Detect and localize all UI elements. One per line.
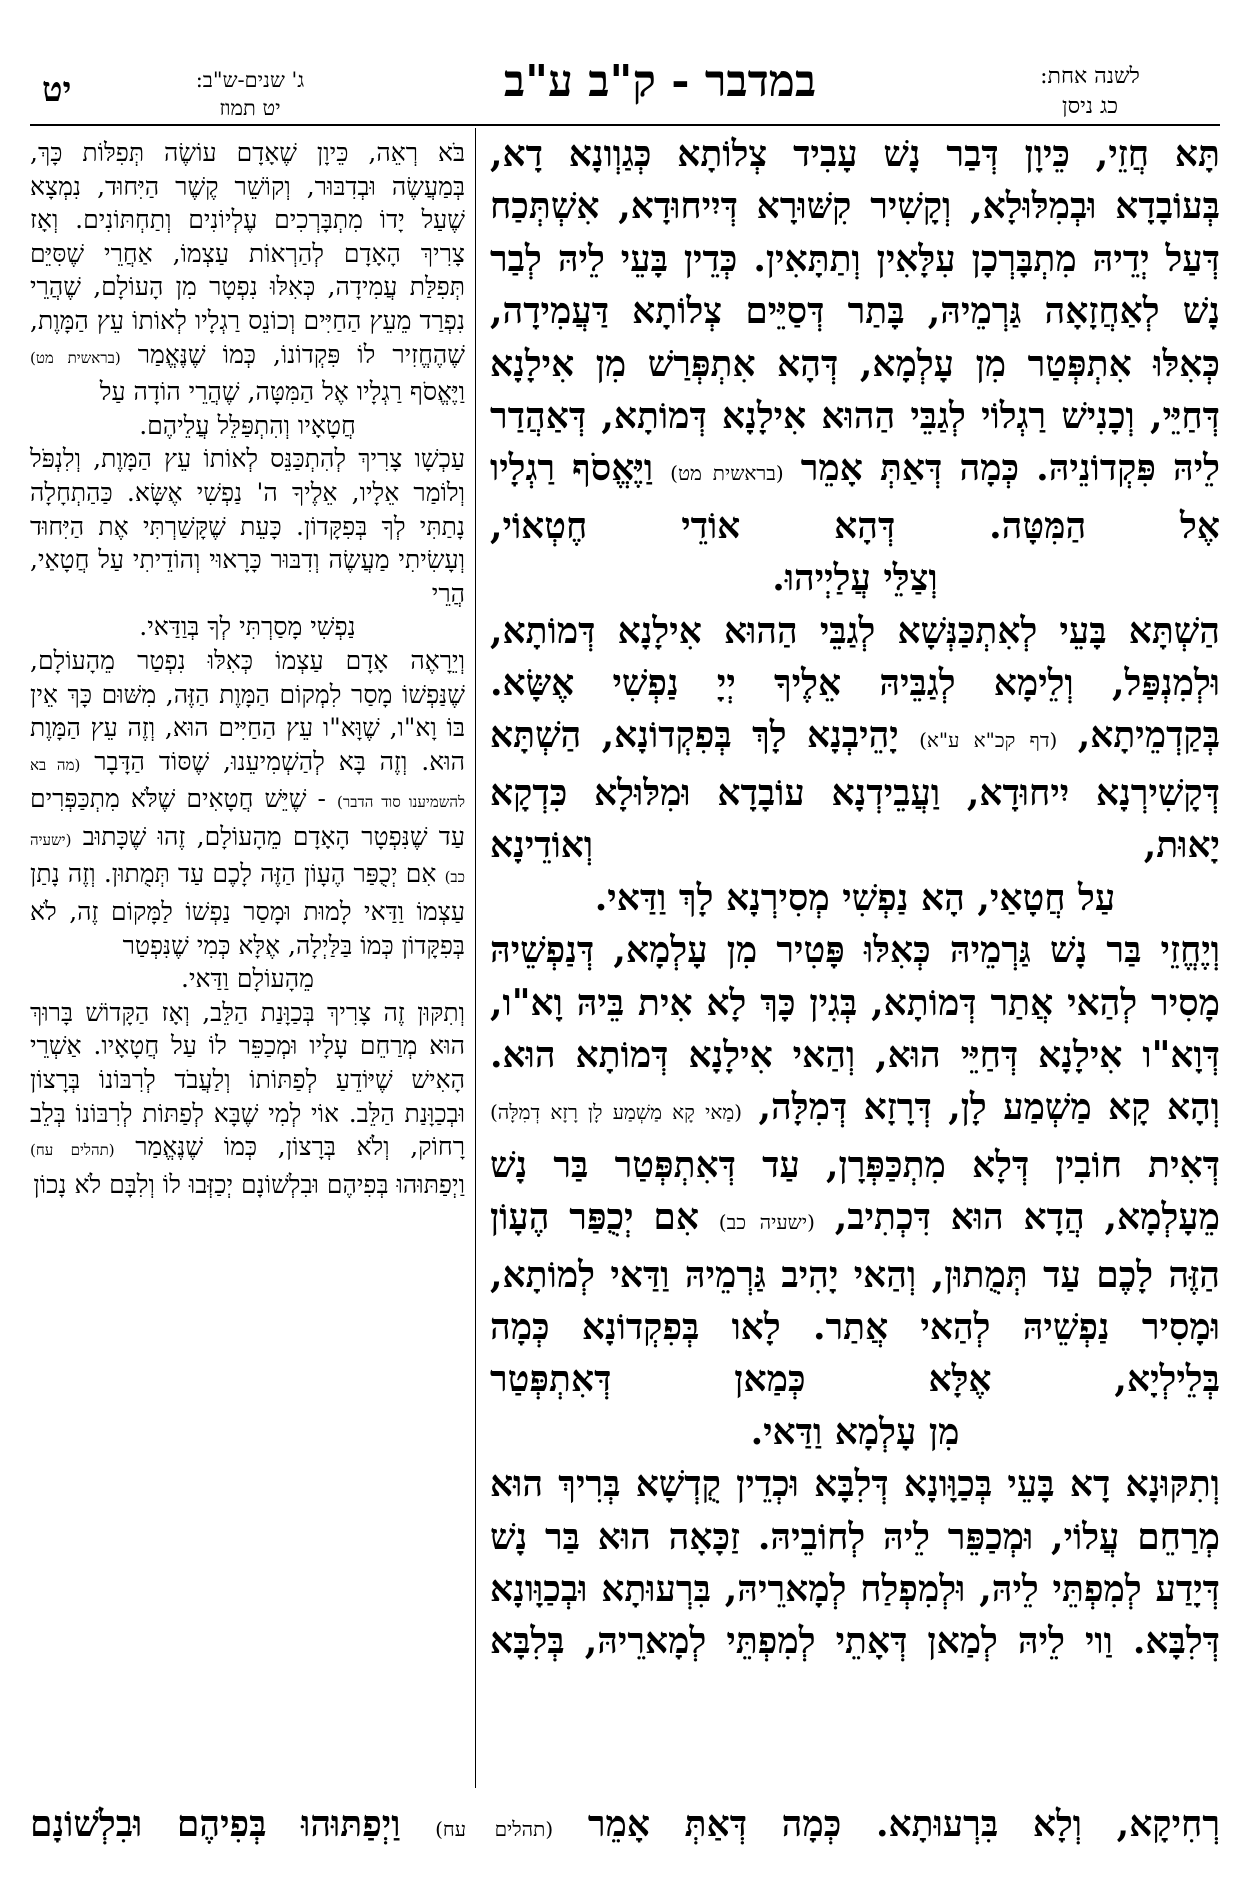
bottom-line-end: וַיְפַתּוּהוּ בְּפִיהֶם וּבִלְשׁוֹנָם xyxy=(30,1803,401,1845)
main-p2-center: עַל חֲטָאַי, הָא נַפְשִׁי מְסִירְנָא לָךְ וַדַּאי. xyxy=(594,876,1116,919)
header-left-line1: ג' שנים-ש"ב: xyxy=(195,68,305,92)
main-p3-ref2: (ישעיה כב) xyxy=(718,1210,815,1235)
main-paragraph-4: וְתִקּוּנָא דָא בָּעֵי בְּכַוָּונָא דְּלִבָּא וּכְדֵין קֻדְשָׁא בְּרִיךְ הוּא מְרַחֵם עֲלוֹי, וּמְכַפֵּר לֵיהּ לְחוֹבֵיהּ. זַכָּאָה הוּא בַּר נָשׁ דְּיָדַע לְמִפְתֵּי לֵיהּ, וּלְמִפְלַח לְמָארֵיהּ, בִּרְעוּתָא וּבְכַוָּונָא דְּלִבָּא. וַוי לֵיהּ לְמַאן דְּאָתֵי לְמִפְתֵּי לְמָארֵיהּ, בְּלִבָּא xyxy=(490,1463,1220,1663)
main-paragraph-1 xyxy=(490,128,1220,552)
bottom-full-width-line xyxy=(30,1798,1220,1855)
header-right-schedule xyxy=(975,62,1205,122)
main-p3-mid: דְּאִית חוֹבִין דְּלָא מִתְכַּפְּרָן, עַד דְּאִתְפְּטַר בַּר נָשׁ מֵעָלְמָא, הֲדָא הוּא דִּכְתִיב, xyxy=(490,1143,1220,1239)
column-divider xyxy=(475,128,476,1788)
translation-p3-text: וְיֵרָאֶה אָדָם עַצְמוֹ כְּאִלּוּ נִפְטַר מֵהָעוֹלָם, שֶׁנַּפְשׁוֹ מָסַר לִמְקוֹם הַמָּוֶת הַזֶּה, מִשּׁוּם כָּךְ אֵין בּוֹ וָא"ו, שֶׁוָּא"ו עֵץ הַחַיִּים הוּא, וְזֶה עֵץ הַמָּוֶת הוּא. וְזֶה בָּא לְהַשְׁמִיעֵנוּ, שֶׁסּוֹד הַדָּבָר xyxy=(30,645,465,776)
main-p1-end: וַיֶּאֱסֹף רַגְלָיו אֶל הַמִּטָּה. דְּהָא אוֹדֵי חֶטְאוֹי, xyxy=(490,447,1220,547)
page-header xyxy=(30,56,1220,120)
translation-p3-mid: - שֶׁיֵּשׁ חֲטָאִים שֶׁלֹּא מִתְכַּפְּרִים עַד שֶׁנִּפְטָר הָאָדָם מֵהָעוֹלָם, זֶהוּ שֶׁכָּתוּב xyxy=(30,784,465,851)
main-p3-ref: (מַאי קָא מַשְׁמַע לָן רָזָא דְמִלָּה) xyxy=(490,1100,743,1125)
page-title: במדבר - ק"ב ע"ב xyxy=(503,56,817,107)
main-paragraph-3 xyxy=(490,924,1220,1406)
main-p1-ref: (בראשית מט) xyxy=(670,461,784,486)
translation-paragraph-2: עַכְשָׁו צָרִיךְ לְהִתְכַּנֵּס לְאוֹתוֹ עֵץ הַמָּוֶת, וְלִנְפֹּל וְלוֹמַר אֵלָיו, אֵלֶיךָ ה' נַפְשִׁי אֶשָּׂא. כַּהַתְחָלָה נָתַתִּי לְךָ בְּפִקָּדוֹן. כָּעֵת שֶׁקָּשַׁרְתִּי אֶת הַיִּחוּד וְעָשִׂיתִי מַעֲשֶׂה וְדִבּוּר כָּרָאוּי וְהוֹדֵיתִי עַל חֲטָאַי, הֲרֵי xyxy=(30,444,465,608)
main-p1-text: תָּא חֲזֵי, כֵּיוָן דְּבַר נָשׁ עָבִיד צְלוֹתָא כְּגַוְונָא דָא, בְּעוֹבָדָא וּבְמִלּוּלָא, וְקָשִׁיר קִשּׁוּרָא דְּיִיחוּדָא, אִשְׁתְּכַח דְּעַל יְדֵיהּ מִתְבָּרְכָן עִלָּאִין וְתַתָּאִין. כְּדֵין בָּעֵי לֵיהּ לְבַר נָשׁ לְאַחֲזָאָה גַּרְמֵיהּ, בָּתַר דְּסַיֵּים צְלוֹתָא דַּעֲמִידָה, כְּאִלּוּ אִתְפְּטַר מִן עָלְמָא, דְּהָא אִתְפְּרַשׁ מִן אִילָנָא דְּחַיֵּי, וְכָנִישׁ רַגְלוֹי לְגַבֵּי הַהוּא אִילָנָא דְּמוֹתָא, דְּאַהֲדַר לֵיהּ פִּקְדוֹנֵיהּ. כְּמָה דְּאַתְּ אָמֵר xyxy=(490,133,1220,490)
header-right-line2: כג ניסן xyxy=(1061,94,1119,119)
main-text-column xyxy=(490,128,1220,1668)
main-paragraph-2 xyxy=(490,605,1220,872)
main-p2-end: יָהֵיבְנָא לָךְ בְּפִקְדוֹנָא, הַשְׁתָּא דְּקָשִׁירְנָא יִיחוּדָא, וַעֲבֵידְנָא עוֹבָדָא וּמִלּוּלָא כִּדְקָא יָאוּת, וְאוֹדֵינָא xyxy=(490,714,1220,867)
translation-p1-text: בֹּא רְאֵה, כֵּיוָן שֶׁאָדָם עוֹשֶׂה תְּפִלּוֹת כָּךְ, בְּמַעֲשֶׂה וּבְדִבּוּר, וְקוֹשֵׁר קֶשֶׁר הַיִּחוּד, נִמְצָא שֶׁעַל יָדוֹ מִתְבָּרְכִים עֶלְיוֹנִים וְתַחְתּוֹנִים. וְאָז צָרִיךְ הָאָדָם לְהַרְאוֹת עַצְמוֹ, אַחֲרֵי שֶׁסִּיֵּם תְּפִלַּת עֲמִידָה, כְּאִלּוּ נִפְטָר מִן הָעוֹלָם, שֶׁהֲרֵי נִפְרַד מֵעֵץ הַחַיִּים וְכוֹנֵס רַגְלָיו לְאוֹתוֹ עֵץ הַמָּוֶת, שֶׁהֶחֱזִיר לוֹ פִּקְדוֹנוֹ, כְּמוֹ שֶׁנֶּאֱמַר xyxy=(30,138,465,369)
header-right-line1: לשנה אחת: xyxy=(1040,64,1140,89)
translation-p4-text: וְתִקּוּן זֶה צָרִיךְ בְּכַוָּנַת הַלֵּב, וְאָז הַקָּדוֹשׁ בָּרוּךְ הוּא מְרַחֵם עָלָיו וּמְכַפֵּר לוֹ עַל חֲטָאָיו. אַשְׁרֵי הָאִישׁ שֶׁיּוֹדֵעַ לְפַתּוֹתוֹ וְלַעֲבֹד לְרִבּוֹנוֹ בְּרָצוֹן וּבְכַוָּנַת הַלֵּב. אוֹי לְמִי שֶׁבָּא לְפַתּוֹת לְרִבּוֹנוֹ בְּלֵב רָחוֹק, וְלֹא בְּרָצוֹן, כְּמוֹ שֶׁנֶּאֱמַר xyxy=(30,997,465,1162)
translation-p3-ref2: (ישעיה כב) xyxy=(30,830,465,887)
main-p1-center: וְצַלֵּי עֲלַיְיהוּ. xyxy=(772,557,938,600)
main-p3-text: וְיֶחֱזֵי בַּר נָשׁ גַּרְמֵיהּ כְּאִלּוּ פָּטִיר מִן עָלְמָא, דְּנַפְשֵׁיהּ מָסִיר לְהַאי אֲתַר דְּמוֹתָא, בְּגִין כָּךְ לָא אִית בֵּיהּ וָא"ו, דְּוָא"ו אִילָנָא דְּחַיֵּי הוּא, וְהַאי אִילָנָא דְּמוֹתָא הוּא. וְהָא קָא מַשְׁמַע לָן, דְּרָזָא דְּמִלָּה, xyxy=(490,929,1220,1129)
bottom-line-text: רְחִיקָא, וְלָא בִּרְעוּתָא. כְּמָה דְּאַתְּ אָמֵר xyxy=(587,1803,1221,1845)
translation-p1-end: וַיֶּאֱסֹף רַגְלָיו אֶל הַמִּטָּה, שֶׁהֲרֵי הוֹדָה עַל xyxy=(99,377,465,407)
translation-p3-ref: (מה בא להשמיענו סוד הדבר) xyxy=(30,755,465,812)
header-left-schedule xyxy=(140,66,360,122)
header-left-line2: יט תמוז xyxy=(219,96,281,120)
translation-paragraph-3 xyxy=(30,644,465,962)
translation-column xyxy=(30,136,465,1201)
translation-p2-center: נַפְשִׁי מָסַרְתִּי לְךָ בְּוַדַּאי. xyxy=(139,612,356,642)
page-number: יט xyxy=(42,70,72,110)
bottom-line-ref: (תהלים עח) xyxy=(435,1817,554,1841)
main-p2-text: הַשְׁתָּא בָּעֵי לְאִתְכַּנְּשָׁא לְגַבֵּי הַהוּא אִילָנָא דְּמוֹתָא, וּלְמִנְפַּל, וְלֵימָא לְגַבֵּיהּ אֵלֶיךָ יְיָ נַפְשִׁי אֶשָּׂא. בְּקַדְמֵיתָא, xyxy=(490,609,1220,757)
translation-p3-end: אִם יְכֻפַּר הֶעָוֹן הַזֶּה לָכֶם עַד תְּמֻתוּן. וְזֶה נָתַן עַצְמוֹ וַדַּאי לָמוּת וּמָסַר נַפְשׁוֹ לַמָּקוֹם זֶה, לֹא בְּפִקָּדוֹן כְּמוֹ בַּלַּיְלָה, אֶלָּא כְּמִי שֶׁנִּפְטַר xyxy=(30,859,465,960)
translation-p1-center: חֲטָאָיו וְהִתְפַּלֵּל עֲלֵיהֶם. xyxy=(139,410,356,440)
main-p3-center: מִן עָלְמָא וַדַּאי. xyxy=(750,1410,960,1453)
translation-p4-ref: (תהלים עח) xyxy=(30,1141,115,1160)
translation-p1-ref: (בראשית מט) xyxy=(30,348,121,367)
translation-p4-end: וַיְפַתּוּהוּ בְּפִיהֶם וּבִלְשׁוֹנָם יְכַזְּבוּ לוֹ וְלִבָּם לֹא נָכוֹן xyxy=(33,1169,465,1199)
main-p3-end: אִם יְכֻפַּר הֶעָוֹן הַזֶּה לָכֶם עַד תְּמֻתוּן, וְהַאי יָהִיב גַּרְמֵיהּ וַדַּאי לְמוֹתָא, וּמָסִיר נַפְשֵׁיהּ לְהַאי אֲתַר. לָאו בְּפִקְדוֹנָא כְּמָה בְּלֵילְיָא, אֶלָּא כְּמַאן דְּאִתְפְּטַר xyxy=(490,1196,1220,1401)
translation-paragraph-1 xyxy=(30,136,465,409)
translation-p3-center: מֵהָעוֹלָם וַדַּאי. xyxy=(181,964,314,994)
main-p2-ref: (דף קכ"א ע"א) xyxy=(919,728,1058,753)
translation-paragraph-4 xyxy=(30,996,465,1202)
header-rule xyxy=(30,124,1220,126)
